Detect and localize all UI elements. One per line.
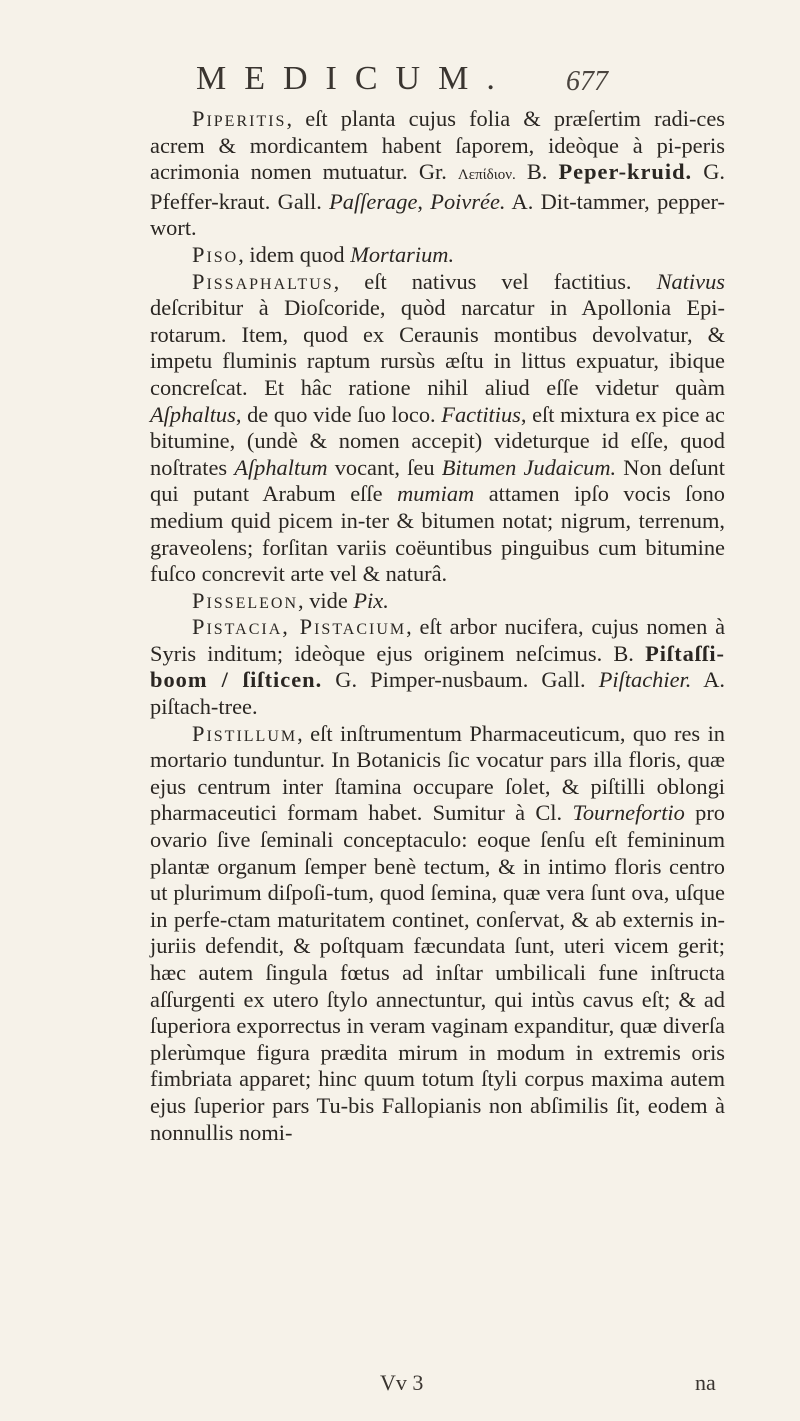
entry-pissaphaltus bbox=[150, 269, 725, 588]
page-footer bbox=[0, 1370, 800, 1400]
entry-pistacia bbox=[150, 614, 725, 720]
headword: Pistacia, Pistacium bbox=[192, 614, 407, 640]
entry-text: , de quo vide ſuo loco. bbox=[235, 401, 442, 427]
italic-term: Aſphaltus bbox=[150, 401, 236, 427]
entry-text: G. Pimper-nusbaum. Gall. bbox=[322, 667, 599, 693]
entry-text: , eſt mixtura ex pice ac bitumine, (undè & nomen accepit) videturque id eſſe, quod noſtrates bbox=[150, 401, 725, 480]
author-name: Tournefortio bbox=[572, 800, 685, 826]
italic-term: Bitumen Judaicum. bbox=[441, 454, 617, 480]
french-term: Poivrée. bbox=[430, 188, 506, 214]
dutch-term: Peper-kruid. bbox=[558, 159, 693, 185]
italic-term: mumiam bbox=[397, 481, 475, 507]
cross-reference: Pix. bbox=[353, 587, 389, 613]
italic-term: Nativus bbox=[656, 268, 725, 294]
entry-text: vocant, ſeu bbox=[327, 454, 442, 480]
entry-text: Non deſunt qui putant Arabum eſſe bbox=[150, 454, 725, 507]
page-header bbox=[0, 60, 800, 106]
french-term: Paſſerage bbox=[329, 188, 418, 214]
entry-text: , eſt nativus vel factitius. bbox=[333, 268, 657, 294]
entry-text: , eſt inſtrumentum Pharmaceuticum, quo res in mortario tunduntur. In Botanicis ſic vocatur pars illa floris, quæ ejus centrum inter ſtamina occupare ſolet, & piſtilli oblongi pharmaceutici formam habet. Sumitur à Cl. bbox=[150, 720, 725, 826]
greek-term: Λεπίδιον. bbox=[457, 167, 516, 184]
entry-text: , eſt planta cujus folia & præſertim radi-ces acrem & mordicantem habent ſaporem, ideòque à pi-peris acrimonia nomen mutuatur. Gr. bbox=[150, 106, 725, 185]
running-head: MEDICUM. bbox=[196, 60, 513, 97]
entry-text: attamen ipſo vocis ſono medium quid picem in-ter & bitumen notat; nigrum, terrenum, graveolens; forſitan variis coëuntibus pinguibus cum bitumine fuſco concrevit arte vel & naturâ. bbox=[150, 481, 725, 587]
entry-text: , vide bbox=[298, 587, 354, 613]
dictionary-text bbox=[150, 106, 725, 1146]
entry-text: , eſt arbor nucifera, cujus nomen à Syris inditum; ideòque ejus originem neſcimus. B. bbox=[150, 614, 726, 666]
entry-text: B. bbox=[515, 159, 559, 185]
italic-term: Aſphaltum bbox=[234, 454, 328, 480]
signature-mark: Vv 3 bbox=[380, 1370, 424, 1395]
page-number: 677 bbox=[566, 66, 608, 97]
headword: Piperitis bbox=[192, 106, 287, 131]
entry-piperitis bbox=[150, 106, 725, 242]
entry-text: G. Pfeffer-kraut. Gall. bbox=[150, 159, 725, 214]
entry-pisseleon bbox=[150, 588, 725, 615]
entry-text: deſcribitur à Dioſcoride, quòd narcatur in Apollonia Epi-rotarum. Item, quod ex Ceraunis montibus devolvatur, & impetu fluminis raptum rursùs æſtu in littus expuatur, ibique concreſcat. Et hâc ratione nihil aliud eſſe videtur quàm bbox=[150, 295, 725, 400]
entry-text: , idem quod bbox=[238, 241, 351, 267]
italic-term: Factitius bbox=[441, 401, 521, 427]
entry-text: A. piſtach-tree. bbox=[150, 667, 725, 720]
entry-text: , bbox=[417, 188, 431, 214]
entry-pistillum bbox=[150, 721, 725, 1147]
headword: Pissaphaltus bbox=[192, 268, 334, 294]
dutch-term: Piſtaſſi-boom / ſiſticen. bbox=[150, 640, 725, 693]
cross-reference: Mortarium. bbox=[350, 241, 455, 267]
french-term: Piſtachier. bbox=[598, 667, 692, 693]
entry-piso bbox=[150, 242, 725, 269]
entry-text: A. Dit-tammer, pepper-wort. bbox=[150, 188, 725, 241]
headword: Piso bbox=[192, 241, 239, 267]
entry-text: pro ovario ſive ſeminali conceptaculo: eoque ſenſu eſt femininum plantæ organum ſemper benè tectum, & in intimo floris centro ut plurimum diſpoſi-tum, quod ſemina, quæ vera ſunt ova, uſque in perfe-ctam maturitatem continet, conſervat, & ab externis in-juriis defendit, & poſtquam fæcundata ſunt, uteri vicem gerit; hæc autem ſingula fœtus ad inſtar umbilicali fune inſtructa aſſurgenti ex utero ſtylo annectuntur, qui intùs cavus eſt; & ad ſuperiora exporrectus in veram vaginam expanditur, quæ diverſa plerùmque figura prædita mirum in modum in extremis oris fimbriata apparet; hinc quum totum ſtyli corpus maxima autem ejus ſuperior pars Tu-bis Fallopianis non abſimilis ſit, eodem à nonnullis nomi- bbox=[150, 800, 725, 1145]
headword: Pistillum bbox=[192, 720, 298, 746]
catchword: na bbox=[695, 1370, 716, 1395]
headword: Pisseleon bbox=[192, 587, 299, 613]
